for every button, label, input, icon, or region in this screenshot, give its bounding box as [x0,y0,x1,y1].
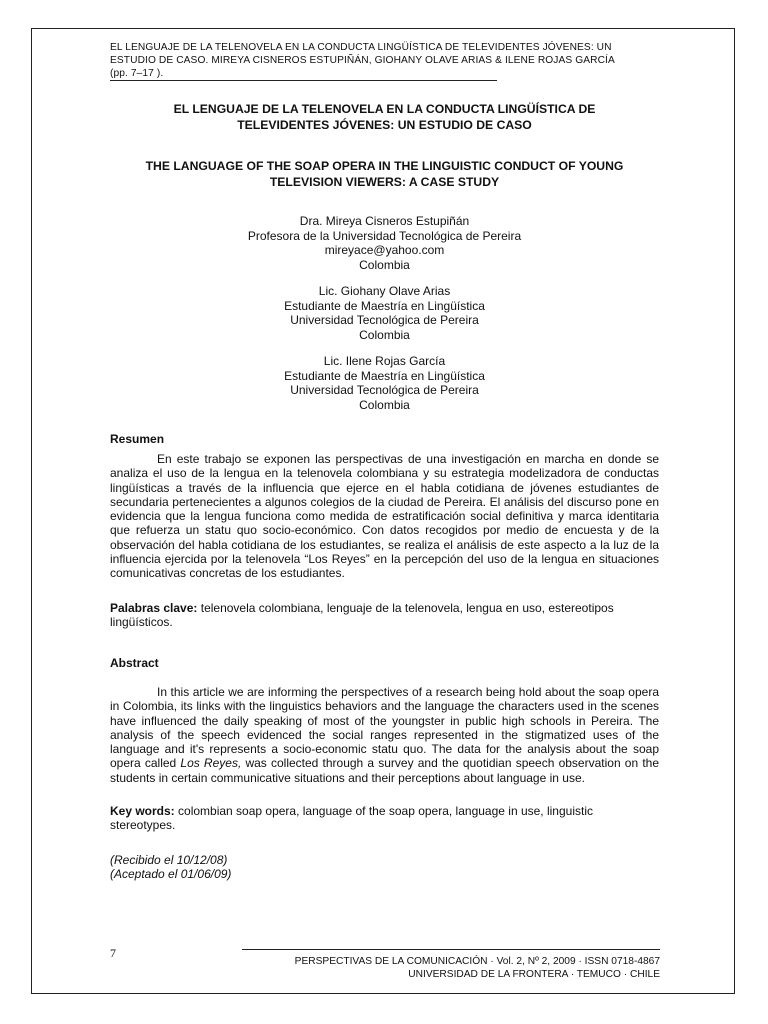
running-head-line-3: (pp. 7–17 ). [110,68,164,79]
resumen-heading: Resumen [110,432,165,446]
author-program: Estudiante de Maestría en Lingüística [284,298,485,313]
author-name: Lic. Ilene Rojas García [323,354,446,368]
author-university: Universidad Tecnológica de Pereira [290,383,479,398]
palabras-clave-label: Palabras clave: [110,601,198,615]
abstract-text-italic: Los Reyes, [180,756,242,771]
author-country: Colombia [359,257,410,272]
running-head-line-1: EL LENGUAJE DE LA TELENOVELA EN LA CONDUCTA LINGÜÍSTICA DE TELEVIDENTES JÓVENES: UN [110,42,612,53]
author-country: Colombia [359,397,410,412]
resumen-paragraph: En este trabajo se exponen las perspectivas de una investigación en marcha en donde se analiza el uso de la lengua en la telenovela colombiana y su estrategia modelizadora de conductas lingüísticas a través de la influencia que ejerce en el habla cotidiana de jóvenes estudiantes de secundaria pertenecientes a algunos colegios de la ciudad de Pereira. El análisis del discurso pone en evidencia que la lengua funciona como medida de estratificación social definitiva y marca identitaria que refuerza un statu quo socio-económico. Con datos recogidos por medio de encuesta y de la observación del habla cotidiana de los estudiantes, se realiza el análisis de este aspecto a la luz de la influencia ejercida por la telenovela “Los Reyes” en la percepción del uso de la lengua en situaciones comunicativas concretas de los estudiantes. [110,452,659,581]
key-words-text: colombian soap opera, language of the soap opera, language in use, linguistic stereotypes. [110,804,593,833]
palabras-clave [110,601,659,630]
footer [242,955,660,981]
palabras-clave-text: telenovela colombiana, lenguaje de la telenovela, lengua en uso, estereotipos lingüísticos. [110,601,614,630]
running-head-rule [110,80,497,81]
author-affiliation: Profesora de la Universidad Tecnológica de Pereira [247,228,522,243]
submission-dates [110,853,231,881]
author-university: Universidad Tecnológica de Pereira [290,313,479,328]
abstract-paragraph [110,685,659,785]
title-english [110,158,659,190]
key-words-label: Key words: [110,804,175,818]
footer-journal: PERSPECTIVAS DE LA COMUNICACIÓN · Vol. 2, Nº 2, 2009 · ISSN 0718-4867 [294,956,660,967]
running-head-line-2: ESTUDIO DE CASO. MIREYA CISNEROS ESTUPIÑÁN, GIOHANY OLAVE ARIAS & ILENE ROJAS GARCÍA [110,55,615,66]
received-date: (Recibido el 10/12/08) [110,853,228,867]
author-name: Lic. Giohany Olave Arias [318,284,451,298]
title-spanish-line-1: EL LENGUAJE DE LA TELENOVELA EN LA CONDUCTA LINGÜÍSTICA DE [173,102,596,116]
author-block-3 [110,354,659,412]
key-words [110,804,659,833]
author-email: mireyace@yahoo.com [324,243,445,258]
title-spanish-line-2: TELEVIDENTES JÓVENES: UN ESTUDIO DE CASO [237,118,532,132]
abstract-text-start: In this article we are informing the perspectives of a research being hold about the soap opera in Colombia, its links with the linguistics behaviors and the language the characters used in the scenes have influenced the daily speaking of most of the youngster in public high schools in Pereira. The analysis of the speech evidenced the social ranges represented in the stigmatized uses of the language and it's represents a socio-economic statu quo. The data for the analysis about the soap opera called [110,685,659,771]
author-program: Estudiante de Maestría en Lingüística [284,368,485,383]
abstract-text-end: was collected through a survey and the quotidian speech observation on the students in certain communicative situations and their perceptions about language in use. [110,756,659,785]
title-english-line-1: THE LANGUAGE OF THE SOAP OPERA IN THE LINGUISTIC CONDUCT OF YOUNG [145,159,624,173]
page-number: 7 [110,946,116,960]
author-block-2 [110,284,659,342]
author-country: Colombia [359,327,410,342]
footer-university: UNIVERSIDAD DE LA FRONTERA · TEMUCO · CHILE [408,969,660,980]
author-block-1 [110,214,659,272]
accepted-date: (Aceptado el 01/06/09) [110,867,232,881]
title-english-line-2: TELEVISION VIEWERS: A CASE STUDY [269,175,500,189]
abstract-heading: Abstract [110,656,159,670]
running-head [110,41,636,80]
title-spanish [110,101,659,133]
footer-rule [242,949,660,950]
author-name: Dra. Mireya Cisneros Estupiñán [299,214,470,228]
